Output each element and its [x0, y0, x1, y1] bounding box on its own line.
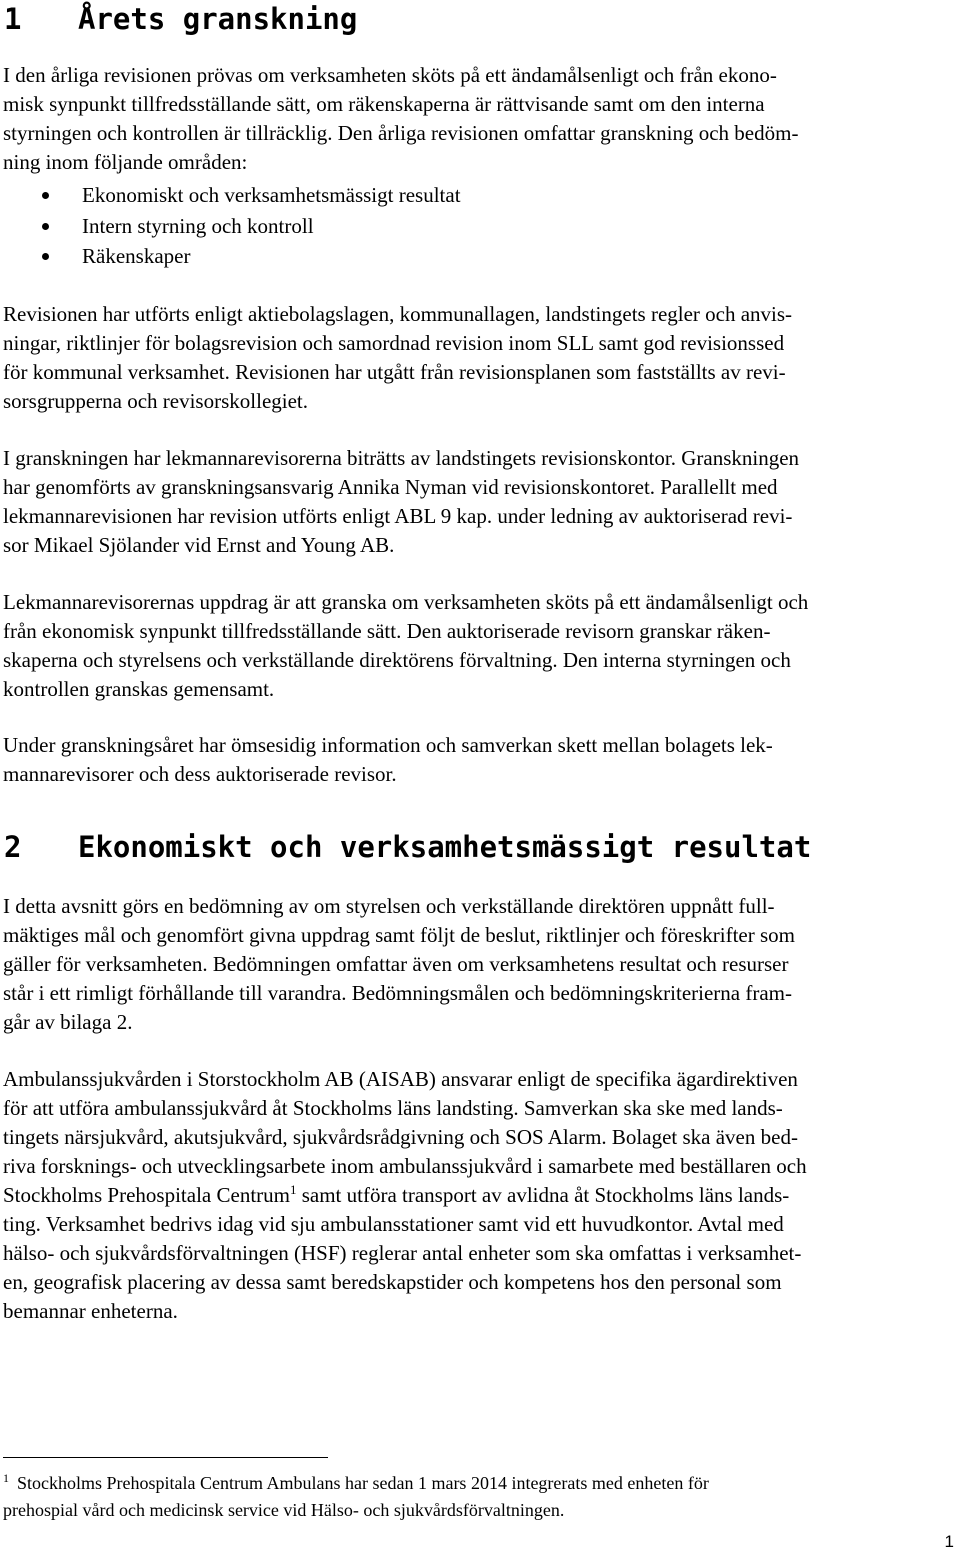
text-line: en, geografisk placering av dessa samt beredskapstider och kompetens hos den personal som	[3, 1270, 782, 1294]
section-2-title: Ekonomiskt och verksamhetsmässigt resultat	[78, 830, 812, 864]
review-areas-list	[0, 180, 461, 272]
text-line: står i ett rimligt förhållande till varandra. Bedömningsmålen och bedömningskriterierna fram-	[3, 981, 793, 1005]
text-line: mannarevisorer och dess auktoriserade revisor.	[3, 762, 397, 786]
text-line: Under granskningsåret har ömsesidig information och samverkan skett mellan bolagets lek-	[3, 733, 773, 757]
section-2-heading	[4, 830, 811, 864]
text-line: för kommunal verksamhet. Revisionen har utgått från revisionsplanen som fastställts av revi-	[3, 360, 786, 384]
text-line: från ekonomisk synpunkt tillfredsställande sätt. Den auktoriserade revisorn granskar räken-	[3, 619, 771, 643]
text-line: I den årliga revisionen prövas om verksamheten sköts på ett ändamålsenligt och från ekono-	[3, 63, 777, 87]
section-1-heading	[4, 2, 357, 36]
section-1-intro-paragraph	[3, 61, 958, 177]
text-line: lekmannarevisionen har revision utförts enligt ABL 9 kap. under ledning av auktoriserad revi-	[3, 504, 793, 528]
text-line: sorsgrupperna och revisorskollegiet.	[3, 389, 309, 413]
text-line: I detta avsnitt görs en bedömning av om styrelsen och verkställande direktören uppnått full-	[3, 894, 775, 918]
text-line: gäller för verksamheten. Bedömningen omfattar även om verksamhetens resultat och resurser	[3, 952, 789, 976]
section-1-paragraph-5	[3, 731, 958, 789]
bullet-icon	[42, 253, 49, 260]
list-item-label: Intern styrning och kontroll	[82, 213, 314, 238]
text-line: Lekmannarevisorernas uppdrag är att granska om verksamheten sköts på ett ändamålsenligt och	[3, 590, 809, 614]
section-1-paragraph-3	[3, 444, 958, 560]
section-1-paragraph-2	[3, 300, 958, 416]
list-item	[0, 241, 461, 272]
text-line: Ambulanssjukvården i Storstockholm AB (AISAB) ansvarar enligt de specifika ägardirektiven	[3, 1067, 798, 1091]
text-line: riva forsknings- och utvecklingsarbete inom ambulanssjukvård i samarbete med beställaren och	[3, 1154, 807, 1178]
text-line: skaperna och styrelsens och verkställande direktörens förvaltning. Den interna styrningen och	[3, 648, 791, 672]
text-line: misk synpunkt tillfredsställande sätt, om räkenskaperna är rättvisande samt om den interna	[3, 92, 765, 116]
list-item-label: Ekonomiskt och verksamhetsmässigt resultat	[82, 183, 461, 207]
section-2-paragraph-2	[3, 1065, 958, 1326]
text-line: ningar, riktlinjer för bolagsrevision och samordnad revision inom SLL samt god revisionssed	[3, 331, 785, 355]
text-line: sor Mikael Sjölander vid Ernst and Young AB.	[3, 533, 395, 557]
section-2-paragraph-1	[3, 892, 958, 1037]
text-segment: Stockholms Prehospitala Centrum	[3, 1183, 290, 1207]
section-1-paragraph-4	[3, 588, 958, 704]
section-1-title: Årets granskning	[78, 2, 358, 36]
text-line: går av bilaga 2.	[3, 1010, 133, 1034]
footnote-line: prehospial vård och medicinsk service vid Hälso- och sjukvårdsförvaltningen.	[3, 1500, 565, 1520]
list-item	[0, 211, 461, 242]
text-segment: samt utföra transport av avlidna åt Stockholms läns lands-	[296, 1183, 790, 1207]
page-number: 1	[944, 1532, 954, 1551]
text-line: mäktiges mål och genomfört givna uppdrag samt följt de beslut, riktlinjer och föreskrifter som	[3, 923, 795, 947]
text-line: I granskningen har lekmannarevisorerna biträtts av landstingets revisionskontor. Granskningen	[3, 446, 800, 470]
text-line: Revisionen har utförts enligt aktiebolagslagen, kommunallagen, landstingets regler och anvis-	[3, 302, 793, 326]
footnote	[3, 1470, 709, 1524]
section-1-number: 1	[4, 2, 22, 36]
text-line-with-footnote-ref	[3, 1181, 958, 1210]
text-line: hälso- och sjukvårdsförvaltningen (HSF) reglerar antal enheter som ska omfattas i verksamhet-	[3, 1241, 802, 1265]
footnote-separator	[3, 1457, 328, 1458]
text-line: för att utföra ambulanssjukvård åt Stockholms läns landsting. Samverkan ska ske med lands-	[3, 1096, 783, 1120]
footnote-reference: 1	[289, 1182, 297, 1197]
list-item-label: Räkenskaper	[82, 244, 191, 268]
text-line: ning inom följande områden:	[3, 150, 248, 174]
footnote-line: $^1$ Stockholms Prehospitala Centrum Ambulans har sedan 1 mars 2014 integrerats med enheten för	[3, 1471, 709, 1493]
list-item	[0, 180, 461, 211]
text-line: bemannar enheterna.	[3, 1299, 178, 1323]
text-line: ting. Verksamhet bedrivs idag vid sju ambulansstationer samt vid ett huvudkontor. Avtal med	[3, 1212, 784, 1236]
text-line: har genomförts av granskningsansvarig Annika Nyman vid revisionskontoret. Parallellt med	[3, 475, 778, 499]
text-line: styrningen och kontrollen är tillräcklig. Den årliga revisionen omfattar granskning och bedöm-	[3, 121, 799, 145]
bullet-icon	[42, 192, 49, 199]
text-line: kontrollen granskas gemensamt.	[3, 677, 275, 701]
footnote-text: Stockholms Prehospitala Centrum Ambulans har sedan 1 mars 2014 integrerats med enheten för	[17, 1473, 709, 1493]
text-line: tingets närsjukvård, akutsjukvård, sjukvårdsrådgivning och SOS Alarm. Bolaget ska även bed-	[3, 1125, 798, 1149]
bullet-icon	[42, 223, 49, 230]
section-2-number: 2	[4, 830, 22, 864]
